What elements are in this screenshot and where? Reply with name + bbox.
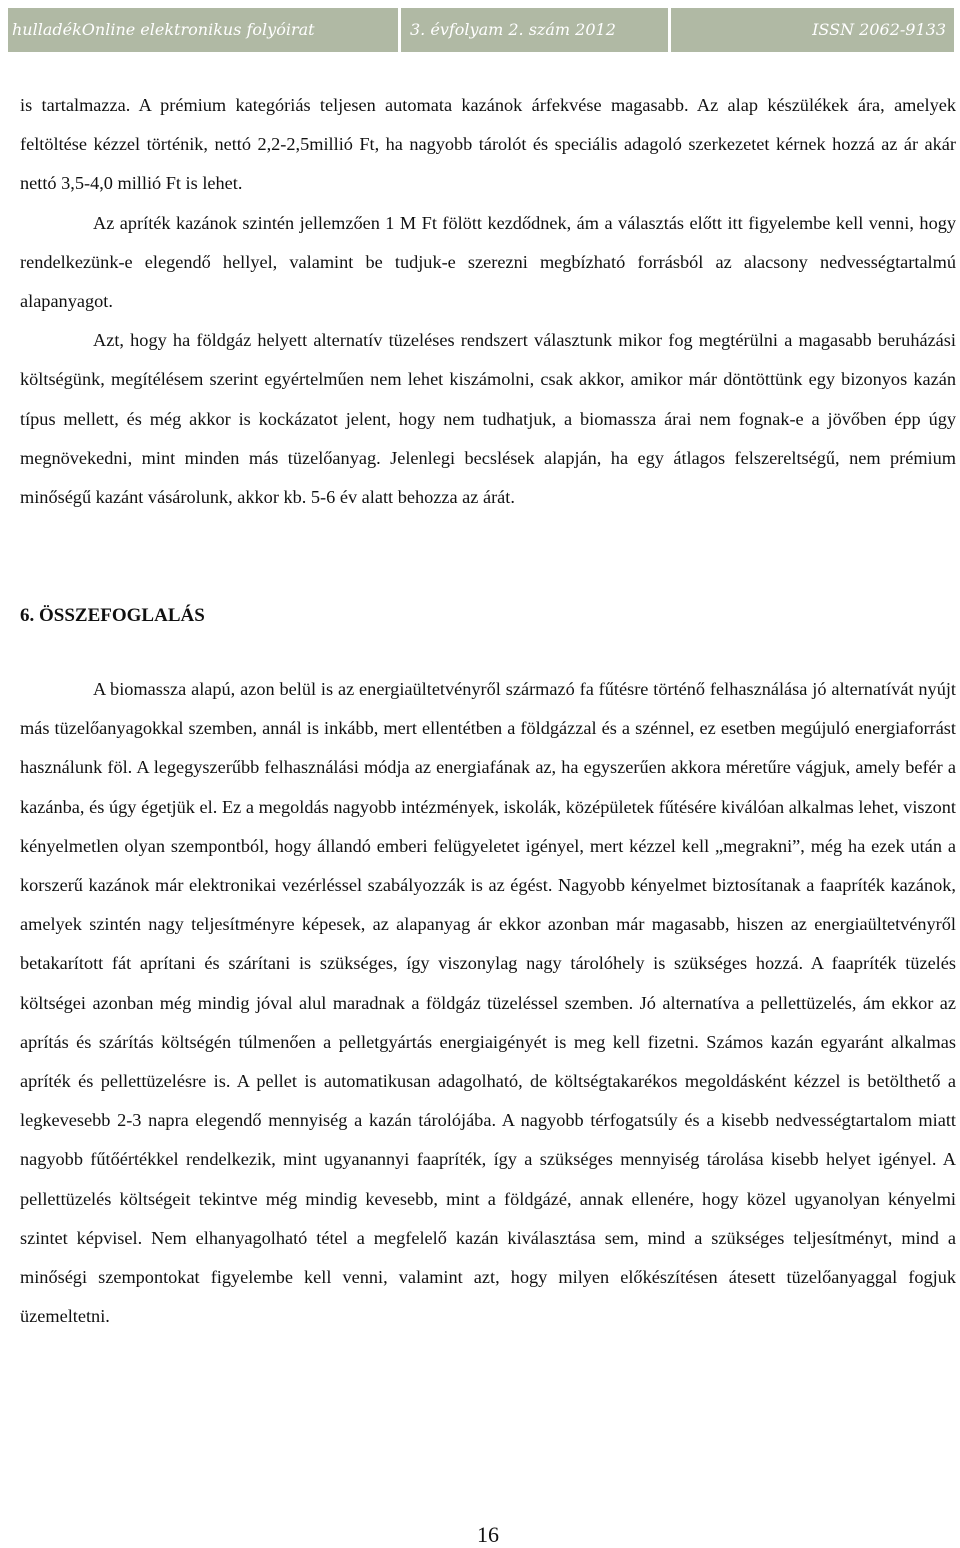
page-number: 16 [477,1522,499,1547]
section-heading-block [20,604,956,628]
summary-paragraph: A biomassza alapú, azon belül is az energiaültetvényről származó fa fűtésre történő felhasználása jó alternatívát nyújt más tüzelőanyagokkal szemben, annál is inkább, mert ellentétben a földgázzal és a szénnel, ez esetben megújuló energiaforrást használunk föl. A legegyszerűbb felhasználási módja az energiafának az, ha egyszerűen akkora méretűre vágjuk, amely befér a kazánba, és úgy égetjük el. Ez a megoldás nagyobb intézmények, iskolák, középületek fűtésére kiválóan alkalmas lehet, viszont kényelmetlen olyan szempontból, hogy állandó emberi felügyeletet igényel, mert kézzel kell „megrakni”, még ha ezek után a korszerű kazánok már elektronikai vezérléssel szabályozzák is az égést. Nagyobb kényelmet biztosítanak a faapríték kazánok, amelyek szintén nagy teljesítményre képesek, az alapanyag ár ekkor azonban már magasabb, hiszen az energiaültetvényről betakarított fát aprítani és szárítani is szükséges, így viszonylag nagy tárolóhely is szükséges hozzá. A faapríték tüzelés költségei azonban még mindig jóval alul maradnak a földgáz tüzeléssel szemben. Jó alternatíva a pellettüzelés, ám ekkor az aprítás és szárítás költségén túlmenően a pelletgyártás energiaigényét is meg kell fizetni. Számos kazán egyaránt alkalmas apríték és pellettüzelésre is. A pellet is automatikusan adagolható, de költségtakarékos megoldásként kézzel is betölthető a legkevesebb 2-3 napra elegendő mennyiség a kazán tárolójába. A nagyobb térfogatsúly és a kisebb nedvességtartalom miatt nagyobb fűtőértékkel rendelkezik, mint ugyanannyi faapríték, így a szükséges mennyiség tárolása kisebb helyet igényel. A pellettüzelés költségeit tekintve még mindig kevesebb, mint a földgázé, annak ellenére, hogy közel ugyanolyan kényelmi szintet képvisel. Nem elhanyagolható tétel a megfelelő kazán kiválasztása sem, mind a szükséges teljesítményt, mind a minőségi szempontokat figyelembe kell venni, valamint azt, hogy milyen előkészítésen átesett tüzelőanyaggal fogjuk üzemeltetni. [20,679,956,1327]
journal-title: hulladékOnline elektronikus folyóirat [12,20,315,39]
issn-number: ISSN 2062-9133 [812,20,946,39]
header-divider [668,8,671,52]
section-heading: 6. ÖSSZEFOGLALÁS [20,605,205,626]
journal-header [8,8,954,52]
issue-info: 3. évfolyam 2. szám 2012 [410,20,616,39]
header-divider [398,8,401,52]
paragraph: Azt, hogy ha földgáz helyett alternatív tüzeléses rendszert választunk mikor fog megtérülni a magasabb beruházási költségünk, megítélésem szerint egyértelműen nem lehet kiszámolni, csak akkor, amikor már döntöttünk egy bizonyos kazán típus mellett, és még akkor is kockázatot jelent, hogy nem tudhatjuk, a biomassza árai nem fognak-e a jövőben épp úgy megnövekedni, mint minden más tüzelőanyag. Jelenlegi becslések alapján, ha egy átlagos felszereltségű, nem prémium minőségű kazánt vásárolunk, akkor kb. 5-6 év alatt behozza az árát. [20,330,956,508]
body-text-top [20,86,956,517]
paragraph: Az apríték kazánok szintén jellemzően 1 M Ft fölött kezdődnek, ám a választás előtt itt figyelembe kell venni, hogy rendelkezünk-e elegendő hellyel, valamint be tudjuk-e szerezni megbízható forrásból az alacsony nedvességtartalmú alapanyagot. [20,212,956,312]
paragraph: is tartalmazza. A prémium kategóriás teljesen automata kazánok árfekvése magasabb. Az alap készülékek ára, amelyek feltöltése kézzel történik, nettó 2,2-2,5millió Ft, ha nagyobb tárolót és speciális adagoló szerkezetet kérnek hozzá az ár akár nettó 3,5-4,0 millió Ft is lehet. [20,95,956,194]
summary-section [20,670,956,1336]
